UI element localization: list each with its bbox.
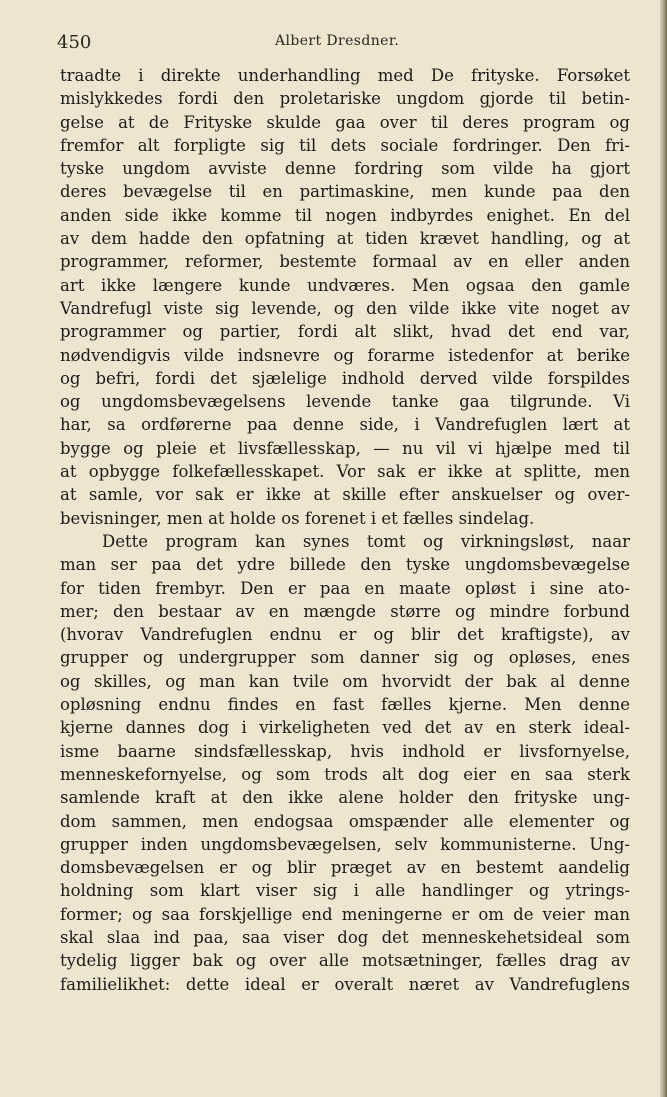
running-head: Albert Dresdner. xyxy=(275,33,400,49)
text-line: grupper inden ungdomsbevægelsen, selv kommunisterne. Ung- xyxy=(60,834,630,854)
body-text xyxy=(60,64,630,996)
text-line: tyske ungdom avviste denne fordring som vilde ha gjort xyxy=(60,159,630,179)
text-line: mislykkedes fordi den proletariske ungdom gjorde til betin- xyxy=(60,89,630,109)
text-line: bygge og pleie et livsfællesskap, — nu vil vi hjælpe med til xyxy=(60,438,630,458)
text-line: tydelig ligger bak og over alle motsætninger, fælles drag av xyxy=(60,951,630,971)
text-line: deres bevægelse til en partimaskine, men kunde paa den xyxy=(60,182,630,202)
text-line: nødvendigvis vilde indsnevre og forarme istedenfor at berike xyxy=(60,345,630,365)
text-line: samlende kraft at den ikke alene holder den frityske ung- xyxy=(60,788,630,808)
text-line: opløsning endnu findes en fast fælles kjerne. Men denne xyxy=(60,695,630,715)
text-line: Dette program kan synes tomt og virkningsløst, naar xyxy=(102,531,630,551)
text-line: mer; den bestaar av en mængde større og mindre forbund xyxy=(60,601,630,621)
text-line: av dem hadde den opfatning at tiden krævet handling, og at xyxy=(60,229,630,249)
text-line: bevisninger, men at holde os forenet i et fælles sindelag. xyxy=(60,508,535,528)
text-line: har, sa ordførerne paa denne side, i Vandrefuglen lært at xyxy=(60,415,630,435)
text-line: fremfor alt forpligte sig til dets sociale fordringer. Den fri- xyxy=(60,135,630,155)
text-line: traadte i direkte underhandling med De frityske. Forsøket xyxy=(60,66,630,85)
text-line: for tiden frembyr. Den er paa en maate opløst i sine ato- xyxy=(60,578,630,598)
text-line: (hvorav Vandrefuglen endnu er og blir det kraftigste), av xyxy=(60,625,630,645)
text-line: art ikke længere kunde undværes. Men ogsaa den gamle xyxy=(60,275,630,295)
text-line: man ser paa det ydre billede den tyske ungdomsbevægelse xyxy=(60,555,630,575)
text-line: grupper og undergrupper som danner sig og opløses, enes xyxy=(60,648,630,668)
text-line: gelse at de Frityske skulde gaa over til deres program og xyxy=(60,112,630,132)
text-line: anden side ikke komme til nogen indbyrdes enighet. En del xyxy=(60,205,630,225)
page-edge xyxy=(660,0,667,1097)
text-line: og befri, fordi det sjælelige indhold derved vilde forspildes xyxy=(60,368,630,388)
text-line: familielikhet: dette ideal er overalt næret av Vandrefuglens xyxy=(60,974,630,994)
text-line: Vandrefugl viste sig levende, og den vilde ikke vite noget av xyxy=(60,298,630,318)
page-number: 450 xyxy=(57,32,92,53)
text-line: domsbevægelsen er og blir præget av en bestemt aandelig xyxy=(60,858,630,878)
text-line: og skilles, og man kan tvile om hvorvidt der bak al denne xyxy=(60,671,630,691)
text-line: isme baarne sindsfællesskap, hvis indhold er livsfornyelse, xyxy=(60,741,630,761)
text-line: kjerne dannes dog i virkeligheten ved det av en sterk ideal- xyxy=(60,718,630,738)
text-line: programmer og partier, fordi alt slikt, hvad det end var, xyxy=(60,322,630,342)
text-line: programmer, reformer, bestemte formaal av en eller anden xyxy=(60,252,630,272)
text-line: og ungdomsbevægelsens levende tanke gaa tilgrunde. Vi xyxy=(60,392,630,412)
page-header xyxy=(57,30,630,60)
text-line: at samle, vor sak er ikke at skille efter anskuelser og over- xyxy=(60,485,630,505)
text-line: holdning som klart viser sig i alle handlinger og ytrings- xyxy=(60,881,630,901)
text-line: former; og saa forskjellige end meningerne er om de veier man xyxy=(60,904,630,924)
text-line: at opbygge folkefællesskapet. Vor sak er ikke at splitte, men xyxy=(60,462,630,482)
text-line: menneskefornyelse, og som trods alt dog eier en saa sterk xyxy=(60,764,630,784)
text-line: skal slaa ind paa, saa viser dog det menneskehetsideal som xyxy=(60,927,630,947)
text-line: dom sammen, men endogsaa omspænder alle elementer og xyxy=(60,811,630,831)
